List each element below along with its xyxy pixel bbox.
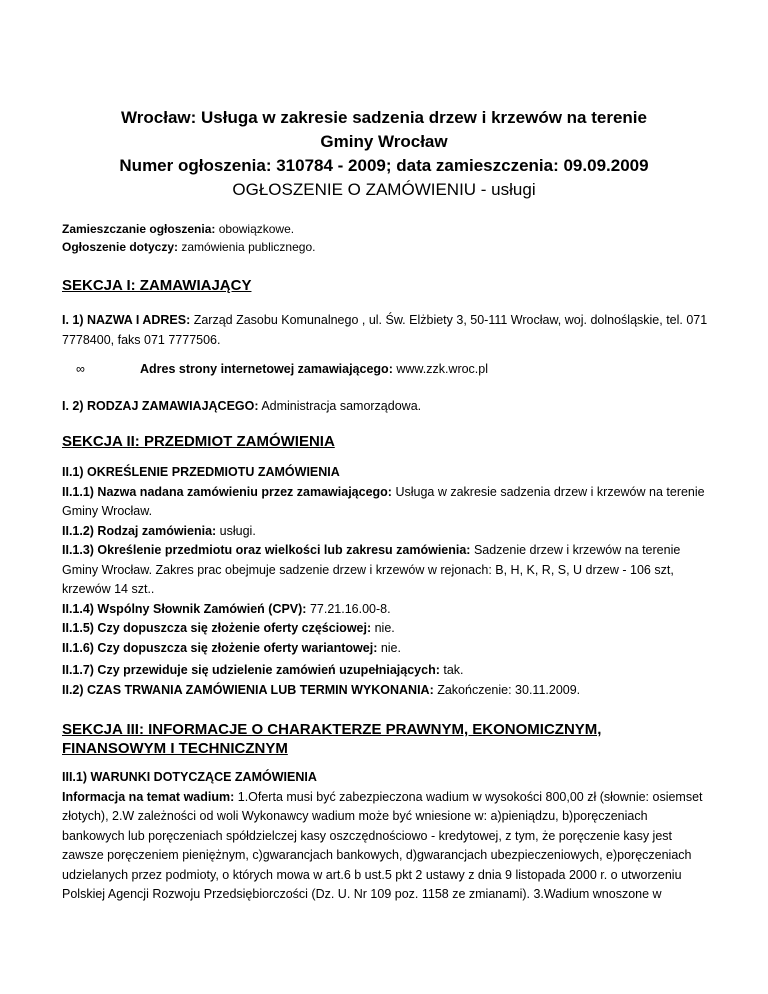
item-2-2: II.2) CZAS TRWANIA ZAMÓWIENIA LUB TERMIN WYKONANIA: Zakończenie: 30.11.2009. [62,682,581,697]
section-1-address [62,311,712,350]
notice-number-line: Numer ogłoszenia: 310784 - 2009; data zamieszczenia: 09.09.2009 [119,156,649,175]
website-value[interactable]: www.zzk.wroc.pl [392,362,489,376]
notice-type: OGŁOSZENIE O ZAMÓWIENIU - usługi [232,180,536,199]
website-label: Adres strony internetowej zamawiającego: [140,362,393,376]
deposit-value: 1.Oferta musi być zabezpieczona wadium w wysokości 800,00 zł (słownie: osiemset złotych), 2.W zależności od woli Wykonawcy wadium może być wniesione w: a)pieniądzu, b)poręczeniach bankowych lub poręczeniach spółdzielczej kasy oszczędnościowo - kredytowej, z tym, że poręczenie kasy jest zawsze poręczeniem pieniężnym, c)gwarancjach bankowych, d)gwarancjach ubezpieczeniowych, e)poręczeniach udzielanych przez podmioty, o których mowa w art.6 b ust.5 pkt 2 ustawy z dnia 9 listopada 2000 r. o utworzeniu Polskiej Agencji Rozwoju Przedsiębiorczości (Dz. U. Nr 109 poz. 1158 ze zmianami). 3.Wadium wnoszone w [62,789,703,901]
item-2-1-1: II.1.1) Nazwa nadana zamówieniu przez zamawiającego: Usługa w zakresie sadzenia drzew i krzewów na terenie Gminy Wrocław. [62,484,705,518]
publication-value: obowiązkowe. [215,222,295,236]
deposit-label: Informacja na temat wadium: [62,789,235,804]
item-2-1-4: II.1.4) Wspólny Słownik Zamówień (CPV): 77.21.16.00-8. [62,601,391,616]
type-label: I. 2) RODZAJ ZAMAWIAJĄCEGO: [62,399,259,413]
concerns-line [62,238,712,256]
item-2-1-2: II.1.2) Rodzaj zamówienia: usługi. [62,523,256,538]
item-2-1-6: II.1.6) Czy dopuszcza się złożenie oferty wariantowej: nie. [62,640,401,655]
section-3-title [62,720,712,758]
section-3-body [62,768,712,905]
section-2-subheading: II.1) OKREŚLENIE PRZEDMIOTU ZAMÓWIENIA [62,465,340,479]
notice-title-line1: Wrocław: Usługa w zakresie sadzenia drzew i krzewów na terenie [121,108,647,127]
publication-label: Zamieszczanie ogłoszenia: [62,222,216,236]
intro-block [62,220,712,256]
item-2-1-3: II.1.3) Określenie przedmiotu oraz wielkości lub zakresu zamówienia: Sadzenie drzew i krzewów na terenie Gminy Wrocław. Zakres prac obejmuje sadzenie drzew i krzewów w rejonach: B, H, K, R, S, U drzew - 106 szt, krzewów 14 szt.. [62,543,681,596]
notice-header [60,106,708,202]
item-2-1-5: II.1.5) Czy dopuszcza się złożenie oferty częściowej: nie. [62,621,395,635]
item-2-1-7: II.1.7) Czy przewiduje się udzielenie zamówień uzupełniających: tak. [62,663,464,677]
address-label: I. 1) NAZWA I ADRES: [62,313,191,327]
section-1-type [62,397,712,417]
notice-title-line2: Gminy Wrocław [320,132,448,151]
concerns-value: zamówienia publicznego. [178,240,316,254]
section-2-title: SEKCJA II: PRZEDMIOT ZAMÓWIENIA [62,433,335,450]
section-2-body [62,463,712,658]
address-value: Zarząd Zasobu Komunalnego , ul. Św. Elżbiety 3, 50-111 Wrocław, woj. dolnośląskie, tel. 071 7778400, faks 071 7777506. [62,313,708,347]
concerns-label: Ogłoszenie dotyczy: [62,240,179,254]
section-3-title-line1: SEKCJA III: INFORMACJE O CHARAKTERZE PRAWNYM, EKONOMICZNYM, [62,721,602,738]
type-value: Administracja samorządowa. [258,399,422,413]
section-2-body-continued [62,661,712,700]
section-3-subheading: III.1) WARUNKI DOTYCZĄCE ZAMÓWIENIA [62,770,317,784]
bullet-symbol: ∞ [76,362,85,376]
publication-line [62,220,712,238]
section-1-title: SEKCJA I: ZAMAWIAJĄCY [62,277,252,294]
deposit-paragraph [62,788,712,905]
section-3-title-line2: FINANSOWYM I TECHNICZNYM [62,740,288,757]
